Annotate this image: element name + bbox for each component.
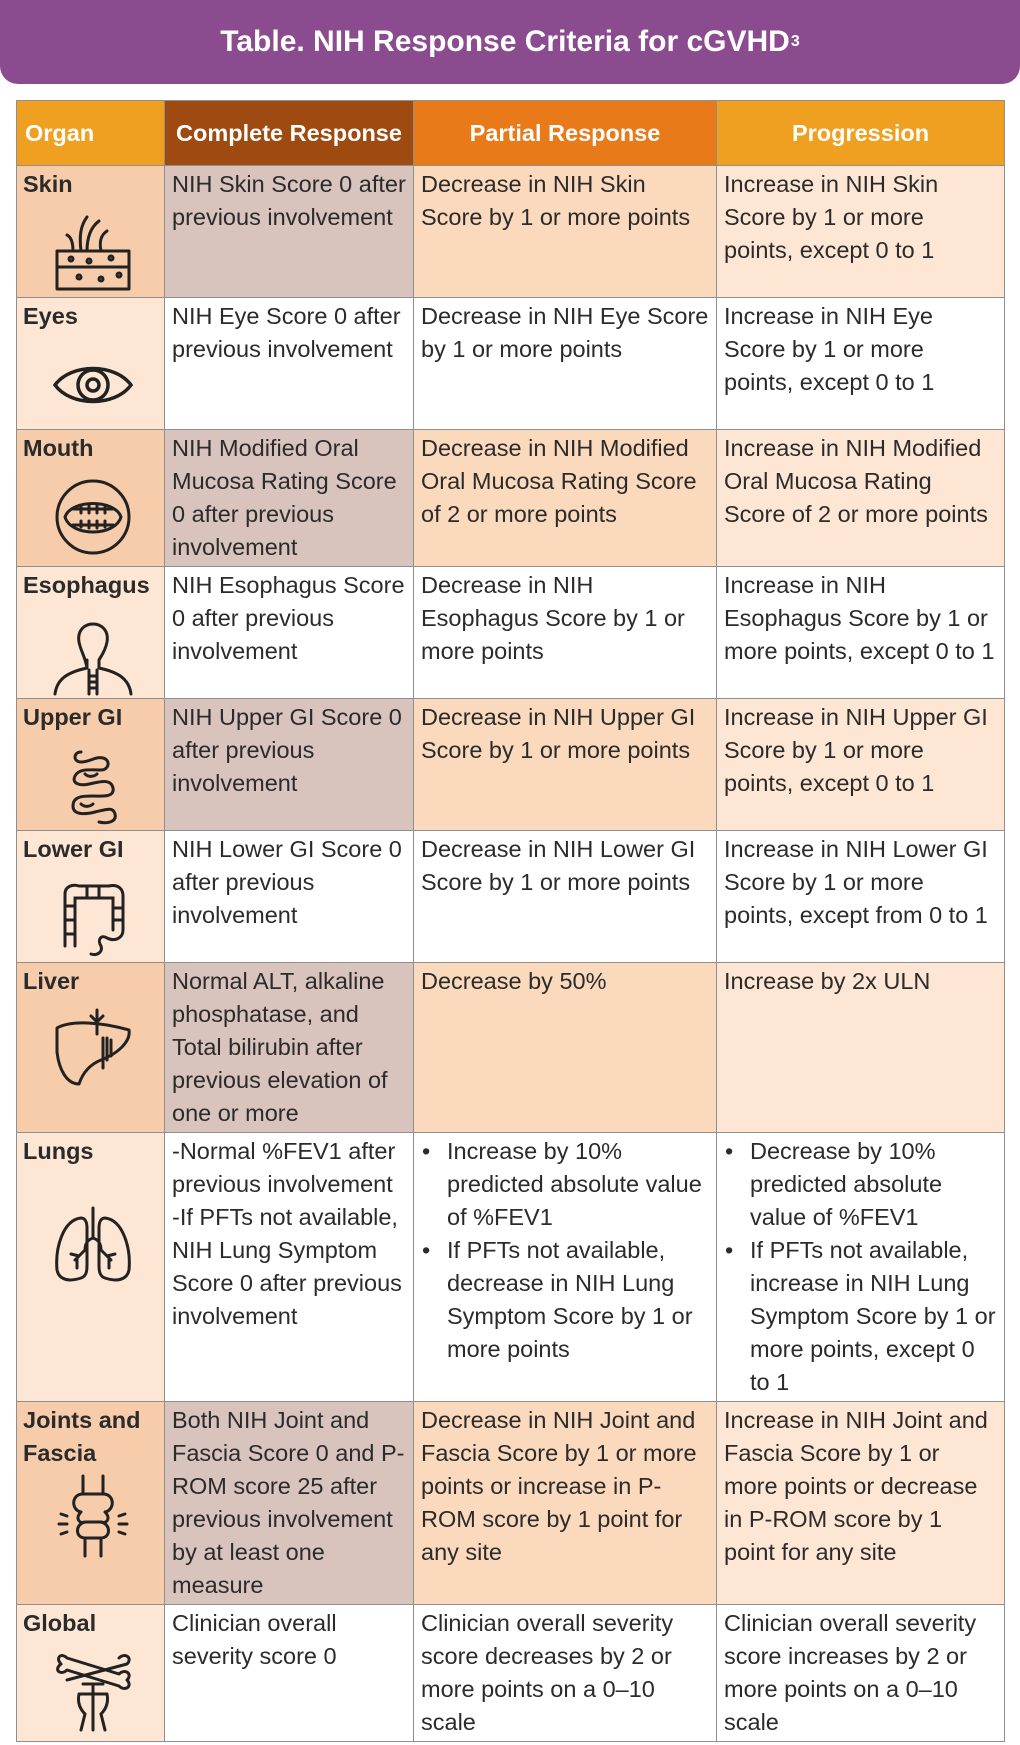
progression-cell: Increase in NIH Lower GI Score by 1 or more points, except from 0 to 1 <box>717 831 1005 963</box>
complete-response-cell: NIH Skin Score 0 after previous involvement <box>165 166 414 298</box>
progression-cell: Increase in NIH Esophagus Score by 1 or more points, except 0 to 1 <box>717 567 1005 699</box>
colon-icon <box>51 876 135 960</box>
table-row <box>17 567 1005 699</box>
skin-icon <box>51 211 135 295</box>
complete-response-cell: -Normal %FEV1 after previous involvement -If PFTs not available, NIH Lung Symptom Score 0 after previous involvement <box>165 1133 414 1402</box>
title-superscript: 3 <box>790 33 800 50</box>
eye-icon <box>51 343 135 427</box>
organ-cell <box>17 298 165 430</box>
organ-label: Skin <box>23 171 73 197</box>
global-gvhd-icon <box>51 1650 135 1734</box>
partial-response-cell <box>414 1133 717 1402</box>
header-organ: Organ <box>17 101 165 166</box>
table-row <box>17 1133 1005 1402</box>
organ-cell <box>17 1133 165 1402</box>
table-row <box>17 298 1005 430</box>
partial-response-cell: Decrease in NIH Skin Score by 1 or more points <box>414 166 717 298</box>
organ-label: Joints and Fascia <box>23 1407 141 1466</box>
progression-list <box>724 1135 998 1399</box>
progression-cell: Clinician overall severity score increases by 2 or more points on a 0–10 scale <box>717 1605 1005 1742</box>
complete-response-cell: NIH Upper GI Score 0 after previous involvement <box>165 699 414 831</box>
table-row <box>17 1605 1005 1742</box>
complete-response-cell: Both NIH Joint and Fascia Score 0 and P-ROM score 25 after previous involvement by at least one measure <box>165 1402 414 1605</box>
complete-response-cell: NIH Lower GI Score 0 after previous involvement <box>165 831 414 963</box>
table-row <box>17 963 1005 1133</box>
partial-response-list <box>421 1135 710 1366</box>
organ-cell <box>17 831 165 963</box>
liver-icon <box>51 1008 135 1092</box>
organ-label: Global <box>23 1610 97 1636</box>
header-row <box>17 101 1005 166</box>
complete-response-cell: NIH Esophagus Score 0 after previous involvement <box>165 567 414 699</box>
table-title: Table. NIH Response Criteria for cGVHD <box>220 25 790 58</box>
list-item: • Decrease by 10% predicted absolute value of %FEV1 <box>750 1135 998 1234</box>
progression-cell: Increase in NIH Skin Score by 1 or more points, except 0 to 1 <box>717 166 1005 298</box>
organ-cell <box>17 430 165 567</box>
progression-cell: Increase by 2x ULN <box>717 963 1005 1133</box>
table-row <box>17 1402 1005 1605</box>
table-row <box>17 166 1005 298</box>
table-row <box>17 699 1005 831</box>
organ-cell <box>17 567 165 699</box>
header-complete-response: Complete Response <box>165 101 414 166</box>
organ-cell <box>17 1402 165 1605</box>
organ-cell <box>17 699 165 831</box>
partial-response-cell: Decrease in NIH Modified Oral Mucosa Rating Score of 2 or more points <box>414 430 717 567</box>
progression-cell: Increase in NIH Upper GI Score by 1 or more points, except 0 to 1 <box>717 699 1005 831</box>
partial-response-cell: Decrease by 50% <box>414 963 717 1133</box>
complete-response-cell: NIH Modified Oral Mucosa Rating Score 0 after previous involvement <box>165 430 414 567</box>
header-partial-response: Partial Response <box>414 101 717 166</box>
list-item: • Increase by 10% predicted absolute value of %FEV1 <box>447 1135 710 1234</box>
intestine-icon <box>51 744 135 828</box>
list-item: • If PFTs not available, decrease in NIH Lung Symptom Score by 1 or more points <box>447 1234 710 1366</box>
organ-label: Esophagus <box>23 572 150 598</box>
organ-cell <box>17 166 165 298</box>
organ-label: Eyes <box>23 303 78 329</box>
table-row <box>17 831 1005 963</box>
partial-response-cell: Decrease in NIH Esophagus Score by 1 or more points <box>414 567 717 699</box>
organ-label: Mouth <box>23 435 94 461</box>
partial-response-cell: Decrease in NIH Eye Score by 1 or more points <box>414 298 717 430</box>
progression-cell <box>717 1133 1005 1402</box>
esophagus-icon <box>51 612 135 696</box>
progression-cell: Increase in NIH Joint and Fascia Score by 1 or more points or decrease in P-ROM score by 1 point for any site <box>717 1402 1005 1605</box>
complete-response-cell: Clinician overall severity score 0 <box>165 1605 414 1742</box>
organ-label: Upper GI <box>23 704 123 730</box>
organ-cell <box>17 963 165 1133</box>
partial-response-cell: Decrease in NIH Lower GI Score by 1 or more points <box>414 831 717 963</box>
partial-response-cell: Decrease in NIH Upper GI Score by 1 or more points <box>414 699 717 831</box>
joint-icon <box>51 1474 135 1558</box>
organ-label: Liver <box>23 968 80 994</box>
complete-response-cell: NIH Eye Score 0 after previous involvement <box>165 298 414 430</box>
organ-label: Lower GI <box>23 836 124 862</box>
progression-cell: Increase in NIH Eye Score by 1 or more points, except 0 to 1 <box>717 298 1005 430</box>
mouth-icon <box>51 475 135 559</box>
header-progression: Progression <box>717 101 1005 166</box>
lungs-icon <box>51 1204 135 1288</box>
organ-cell <box>17 1605 165 1742</box>
table-row <box>17 430 1005 567</box>
progression-cell: Increase in NIH Modified Oral Mucosa Rating Score of 2 or more points <box>717 430 1005 567</box>
partial-response-cell: Clinician overall severity score decreases by 2 or more points on a 0–10 scale <box>414 1605 717 1742</box>
organ-label: Lungs <box>23 1138 94 1164</box>
complete-response-cell: Normal ALT, alkaline phosphatase, and Total bilirubin after previous elevation of one or more <box>165 963 414 1133</box>
list-item: • If PFTs not available, increase in NIH Lung Symptom Score by 1 or more points, except 0 to 1 <box>750 1234 998 1399</box>
partial-response-cell: Decrease in NIH Joint and Fascia Score by 1 or more points or increase in P-ROM score by 1 point for any site <box>414 1402 717 1605</box>
title-banner <box>0 0 1020 84</box>
response-criteria-table <box>16 100 1005 1742</box>
